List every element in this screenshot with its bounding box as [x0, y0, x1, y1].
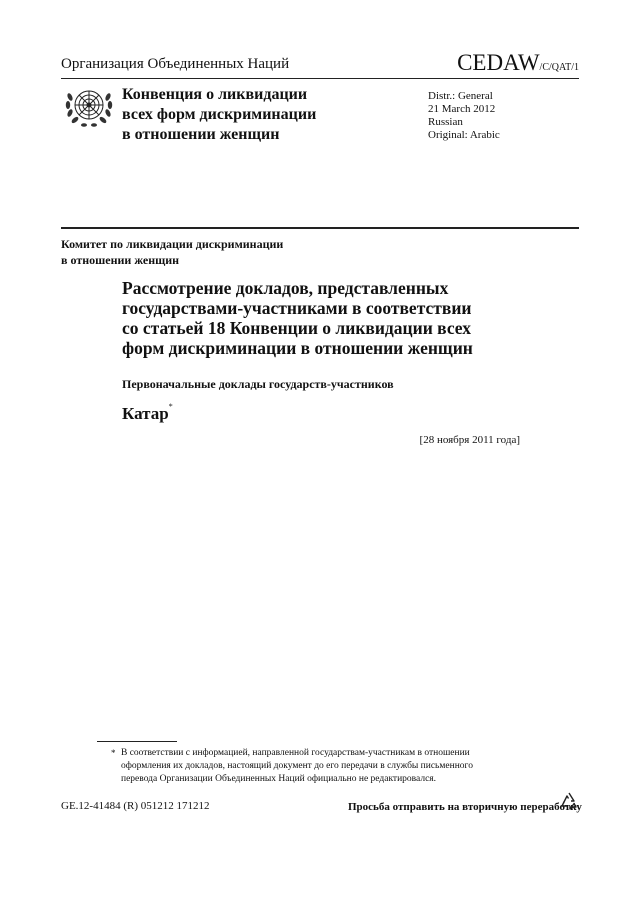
distr-status: Distr.: General: [428, 90, 493, 102]
footnote-line-2: оформления их докладов, настоящий документ до его передачи в службы письменного: [121, 761, 473, 771]
document-symbol: [457, 50, 579, 76]
title-line-1: Рассмотрение докладов, представленных: [122, 278, 449, 298]
committee-line-2: в отношении женщин: [61, 253, 180, 267]
footnote-line-3: перевода Организации Объединенных Наций официально не редактировался.: [121, 774, 437, 784]
footnote-rule: [97, 741, 177, 742]
committee-name: [61, 236, 283, 268]
report-date: [28 ноября 2011 года]: [419, 434, 520, 446]
organization-name: Организация Объединенных Наций: [61, 56, 290, 72]
header-rule: [61, 78, 579, 79]
symbol-suffix: /C/QAT/1: [539, 62, 579, 73]
footnote-mark: *: [111, 748, 116, 758]
convention-line-3: в отношении женщин: [122, 126, 280, 143]
distr-language: Russian: [428, 116, 463, 128]
country-name: Катар: [122, 404, 169, 423]
symbol-main: CEDAW: [457, 50, 540, 75]
title-line-4: форм дискриминации в отношении женщин: [122, 338, 473, 358]
convention-line-1: Конвенция о ликвидации: [122, 86, 308, 103]
country-note-mark: *: [168, 402, 173, 411]
section-rule: [61, 227, 579, 229]
convention-line-2: всех форм дискриминации: [122, 106, 317, 123]
distr-date: 21 March 2012: [428, 103, 496, 115]
title-line-3: со статьей 18 Конвенции о ликвидации всех: [122, 318, 471, 338]
country-heading: [122, 404, 173, 424]
recycle-text: Просьба отправить на вторичную переработку: [348, 801, 582, 813]
title-line-2: государствами-участниками в соответствии: [122, 298, 472, 318]
distribution-block: [428, 90, 500, 142]
recycle-icon: [559, 791, 579, 811]
un-emblem-icon: [64, 83, 114, 131]
distr-original: Original: Arabic: [428, 129, 500, 141]
job-number: GE.12-41484 (R) 051212 171212: [61, 800, 210, 812]
footnote-text: [121, 747, 521, 786]
convention-title: [122, 85, 316, 145]
footnote-line-1: В соответствии с информацией, направленной государствам-участникам в отношении: [121, 748, 470, 758]
committee-line-1: Комитет по ликвидации дискриминации: [61, 237, 284, 251]
document-subtitle: Первоначальные доклады государств-участников: [122, 377, 394, 391]
document-title: [122, 278, 522, 358]
